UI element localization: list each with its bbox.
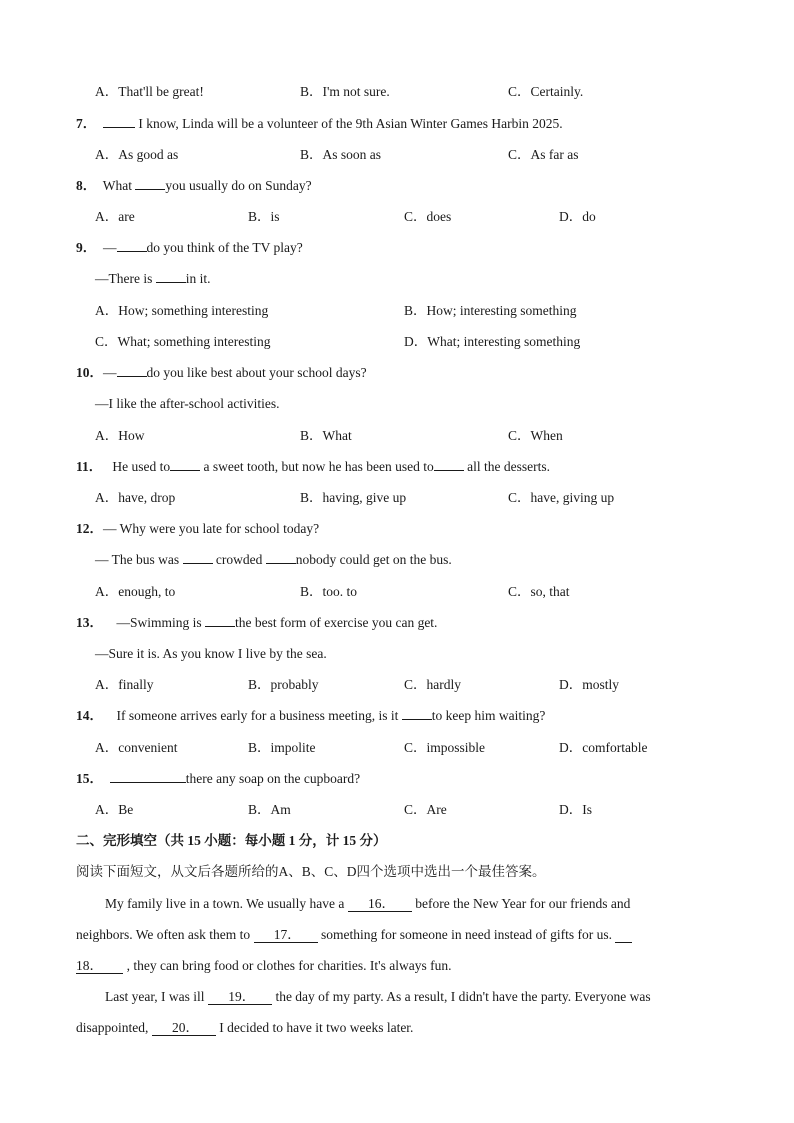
q14-option-a: A．convenient <box>95 740 178 755</box>
question-text: — <box>103 240 117 255</box>
question-number: 14． <box>76 708 103 723</box>
passage-text: disappointed, <box>76 1020 152 1035</box>
q15-option-c: C．Are <box>404 802 447 817</box>
question-number: 7． <box>76 116 97 131</box>
passage-line-5 <box>76 1019 413 1037</box>
question-9 <box>76 239 303 257</box>
passage-text: something for someone in need instead of gifts for us. <box>317 927 612 942</box>
question-text: What <box>102 178 136 193</box>
q9-option-a: A．How; something interesting <box>95 303 269 318</box>
question-7 <box>76 115 563 133</box>
question-text: crowded <box>212 552 266 567</box>
question-text: I know, Linda will be a volunteer of the 9th Asian Winter Games Harbin 2025. <box>135 116 563 131</box>
q13-option-c: C．hardly <box>404 677 461 692</box>
blank-number: 19． <box>228 989 256 1004</box>
q15-option-a: A．Be <box>95 802 134 817</box>
question-text: — Why were you late for school today? <box>103 521 320 536</box>
q12-option-a: A．enough, to <box>95 584 176 599</box>
question-8 <box>76 177 312 195</box>
blank-number: 20． <box>172 1020 199 1035</box>
answer-blank <box>183 551 213 564</box>
blank-number: 17． <box>273 927 301 942</box>
q13-option-a: A．finally <box>95 677 154 692</box>
q13-option-d: D．mostly <box>559 677 620 692</box>
passage-line-3 <box>76 957 451 975</box>
passage-text: the day of my party. As a result, I didn't have the party. Everyone was <box>272 989 651 1004</box>
cloze-blank-18 <box>76 958 123 974</box>
q8-option-b: B．is <box>248 209 280 224</box>
q12-line-2 <box>95 551 452 569</box>
passage-text: I decided to have it two weeks later. <box>215 1020 414 1035</box>
q8-option-a: A．are <box>95 209 135 224</box>
q6-option-a: A．That'll be great! <box>95 84 204 99</box>
cloze-blank-18-start <box>615 927 632 943</box>
question-text: in it. <box>185 271 211 286</box>
question-text: nobody could get on the bus. <box>295 552 452 567</box>
q10-option-a: A．How <box>95 428 145 443</box>
passage-text: neighbors. We often ask them to <box>76 927 254 942</box>
question-number: 12． <box>76 521 103 536</box>
question-text: the best form of exercise you can get. <box>235 615 438 630</box>
cloze-blank-20 <box>152 1020 216 1036</box>
question-14 <box>76 707 545 725</box>
section-instruction: 阅读下面短文，从文后各题所给的A、B、C、D四个选项中选出一个最佳答案。 <box>76 864 546 879</box>
answer-blank <box>117 364 147 377</box>
question-text: — <box>103 365 117 380</box>
q7-option-c: C．As far as <box>508 147 579 162</box>
question-text: to keep him waiting? <box>431 708 546 723</box>
question-number: 13． <box>76 615 103 630</box>
q13-option-b: B．probably <box>248 677 319 692</box>
answer-blank <box>117 239 147 252</box>
question-text: you usually do on Sunday? <box>165 178 312 193</box>
passage-line-2 <box>76 926 632 944</box>
answer-blank <box>103 115 135 128</box>
answer-blank <box>266 551 296 564</box>
answer-blank <box>156 270 186 283</box>
answer-blank <box>135 177 165 190</box>
question-15 <box>76 770 360 788</box>
question-text: all the desserts. <box>463 459 550 474</box>
q7-option-b: B．As soon as <box>300 147 382 162</box>
q10-line-2: —I like the after-school activities. <box>95 396 280 411</box>
answer-blank <box>402 707 432 720</box>
passage-text: , they can bring food or clothes for charities. It's always fun. <box>123 958 452 973</box>
question-text: He used to <box>112 459 171 474</box>
question-number: 9． <box>76 240 97 255</box>
answer-blank <box>434 458 464 471</box>
question-13 <box>76 614 437 632</box>
cloze-blank-17 <box>254 927 318 943</box>
question-12 <box>76 520 319 538</box>
q8-option-c: C．does <box>404 209 452 224</box>
blank-number: 18． <box>76 958 103 973</box>
q9-option-d: D．What; interesting something <box>404 334 581 349</box>
passage-text: before the New Year for our friends and <box>411 896 631 911</box>
q12-option-b: B．too. to <box>300 584 358 599</box>
q14-option-d: D．comfortable <box>559 740 648 755</box>
answer-blank <box>205 614 235 627</box>
passage-line-4 <box>105 988 651 1006</box>
q8-option-d: D．do <box>559 209 596 224</box>
q15-option-d: D．Is <box>559 802 592 817</box>
question-number: 11． <box>76 459 103 474</box>
q6-option-b: B．I'm not sure. <box>300 84 390 99</box>
q12-option-c: C．so, that <box>508 584 570 599</box>
q14-option-b: B．impolite <box>248 740 316 755</box>
question-text: —There is <box>95 271 156 286</box>
question-text: —Swimming is <box>116 615 206 630</box>
cloze-blank-16 <box>348 896 412 912</box>
q10-option-c: C．When <box>508 428 563 443</box>
question-number: 15． <box>76 771 103 786</box>
question-text: a sweet tooth, but now he has been used to <box>200 459 434 474</box>
q15-option-b: B．Am <box>248 802 291 817</box>
cloze-blank-19 <box>208 989 272 1005</box>
question-11 <box>76 458 550 476</box>
q9-option-b: B．How; interesting something <box>404 303 577 318</box>
question-number: 10． <box>76 365 103 380</box>
q9-option-c: C．What; something interesting <box>95 334 271 349</box>
q11-option-a: A．have, drop <box>95 490 176 505</box>
question-text: there any soap on the cupboard? <box>185 771 361 786</box>
passage-text: My family live in a town. We usually have a <box>105 896 348 911</box>
q9-line-2 <box>95 270 211 288</box>
passage-text: Last year, I was ill <box>105 989 208 1004</box>
question-number: 8． <box>76 178 97 193</box>
blank-number: 16． <box>368 896 395 911</box>
q13-line-2: —Sure it is. As you know I live by the sea. <box>95 646 327 661</box>
q14-option-c: C．impossible <box>404 740 486 755</box>
question-text: do you like best about your school days? <box>146 365 367 380</box>
question-10 <box>76 364 367 382</box>
question-text: If someone arrives early for a business meeting, is it <box>116 708 402 723</box>
q11-option-b: B．having, give up <box>300 490 407 505</box>
passage-line-1 <box>105 895 630 913</box>
answer-blank <box>170 458 200 471</box>
q6-option-c: C．Certainly. <box>508 84 584 99</box>
answer-blank <box>110 770 186 783</box>
section-heading: 二、完形填空（共 15 小题：每小题 1 分，计 15 分） <box>76 833 387 848</box>
question-text: — The bus was <box>95 552 183 567</box>
question-text: do you think of the TV play? <box>146 240 303 255</box>
q10-option-b: B．What <box>300 428 352 443</box>
q11-option-c: C．have, giving up <box>508 490 615 505</box>
q7-option-a: A．As good as <box>95 147 179 162</box>
